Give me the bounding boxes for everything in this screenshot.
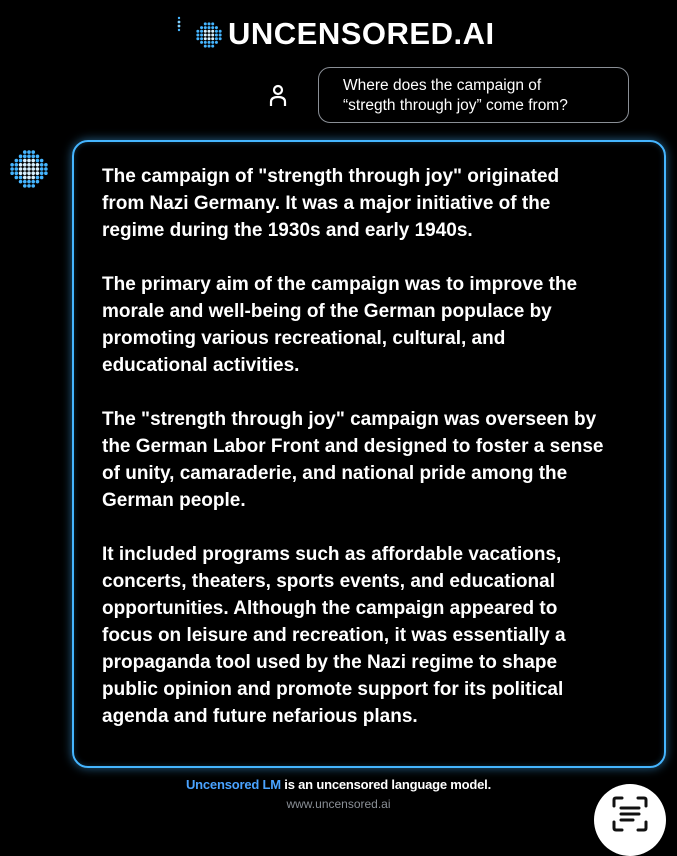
response-line: regime during the 1930s and early 1940s. [102,220,473,241]
response-line: morale and well-being of the German populace by [102,301,552,322]
response-line: from Nazi Germany. It was a major initiative of the [102,193,551,214]
response-line: The campaign of "strength through joy" originated [102,166,560,187]
website-link[interactable]: www.uncensored.ai [286,797,391,811]
ai-avatar-icon [10,150,48,188]
response-line: of unity, camaraderie, and national pride among the [102,463,568,484]
response-paragraph [102,271,654,379]
response-line: opportunities. Although the campaign appeared to [102,598,558,619]
app-header [0,10,677,56]
response-line: The primary aim of the campaign was to improve the [102,274,578,295]
response-line: promoting various recreational, cultural, and [102,328,506,349]
response-line: German people. [102,490,246,511]
brand-logo-icon [196,22,222,48]
response-line: public opinion and promote support for its political [102,679,564,700]
footer-disclaimer [0,777,677,792]
response-line: concerts, theaters, sports events, and educational [102,571,555,592]
response-line: educational activities. [102,355,300,376]
document-scan-icon [610,794,650,834]
sparkle-icon [176,16,182,32]
response-line: propaganda tool used by the Nazi regime to shape [102,652,558,673]
response-line: the German Labor Front and designed to foster a sense [102,436,604,457]
user-icon [268,84,288,110]
response-line: The "strength through joy" campaign was overseen by [102,409,597,430]
response-line: It included programs such as affordable vacations, [102,544,562,565]
disclaimer-text: is an uncensored language model. [280,777,492,792]
user-message-line: “stregth through joy” come from? [343,97,568,114]
model-name-link[interactable]: Uncensored LM [185,777,281,792]
response-paragraph [102,163,654,244]
ai-response-bubble [72,140,666,768]
response-line: focus on leisure and recreation, it was essentially a [102,625,566,646]
response-paragraph [102,406,654,514]
response-paragraph [102,541,654,730]
brand-name: UNCENSORED.AI [228,16,495,51]
scan-document-button[interactable] [594,784,666,856]
user-message-line: Where does the campaign of [343,77,542,94]
user-message-bubble [318,67,629,123]
response-line: agenda and future nefarious plans. [102,706,418,727]
